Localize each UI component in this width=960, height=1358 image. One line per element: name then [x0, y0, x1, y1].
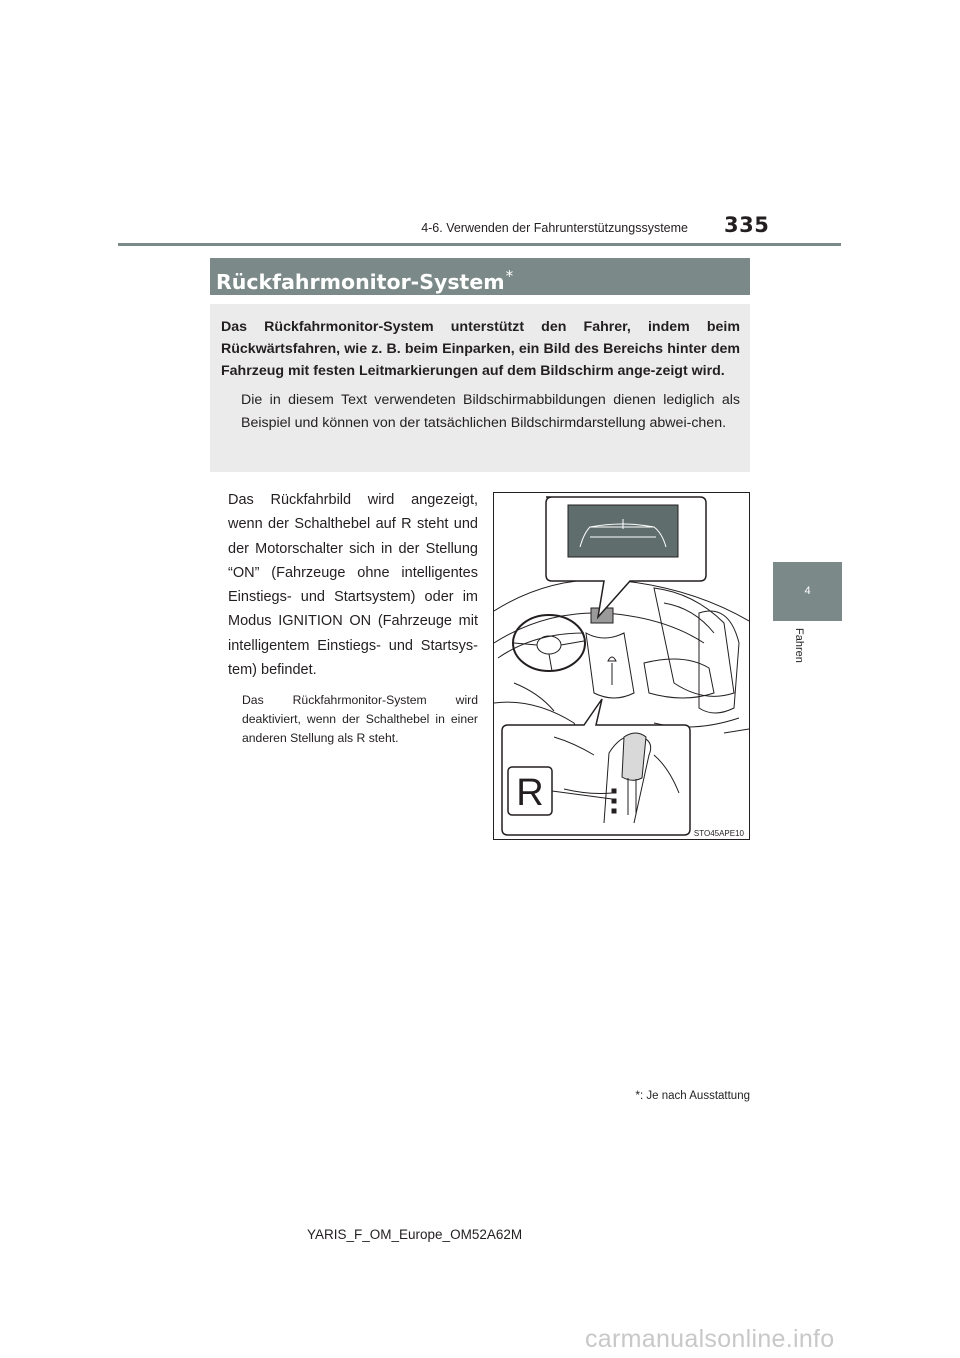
intro-note-text: Die in diesem Text verwendeten Bildschirmabbildungen dienen lediglich als Beispiel und können von der tatsächlichen Bildschirmdarstellung abwei-chen.	[241, 392, 740, 431]
intro-bold-text: Das Rückfahrmonitor-System unterstützt den Fahrer, indem beim Rückwärtsfahren, wie z. B. beim Einparken, ein Bild des Bereichs hinter dem Fahrzeug mit festen Leitmarkierungen auf dem Bildschirm ange-zeigt wird.	[221, 319, 740, 379]
footnote-asterisk: *	[635, 1088, 641, 1102]
footnote-text: : Je nach Ausstattung	[640, 1090, 750, 1102]
intro-box	[210, 304, 750, 472]
page-number: 335	[724, 213, 770, 237]
header-section-title: 4-6. Verwenden der Fahrunterstützungssysteme	[421, 221, 688, 235]
chapter-label: Fahren	[793, 628, 805, 663]
footnote	[600, 1088, 750, 1102]
dashboard-illustration	[494, 493, 749, 839]
title-asterisk: *	[505, 267, 514, 285]
rear-camera-figure	[493, 492, 750, 840]
gear-r-label: R	[516, 772, 544, 814]
chapter-tab	[773, 562, 842, 621]
figure-code: STO45APE10	[693, 829, 744, 838]
chapter-number: 4	[804, 585, 811, 597]
section-title: Rückfahrmonitor-System	[216, 270, 505, 294]
body-sub-text: Das Rückfahrmonitor-System wird deaktiviert, wenn der Schalthebel in einer anderen Stellung als R steht.	[242, 693, 478, 746]
body-main-text: Das Rückfahrbild wird angezeigt, wenn der Schalthebel auf R steht und der Motorschalter sich in der Stellung “ON” (Fahrzeuge ohne intelligentes Einstiegs- und Startsystem) oder im Modus IGNITION ON (Fahrzeuge mit intelligentem Einstiegs- und Startsys-tem) befindet.	[228, 492, 478, 679]
section-title-bar	[210, 258, 750, 295]
document-id: YARIS_F_OM_Europe_OM52A62M	[307, 1227, 523, 1242]
body-column	[228, 488, 478, 748]
header-rule	[118, 243, 841, 246]
watermark: carmanualsonline.info	[585, 1325, 835, 1353]
